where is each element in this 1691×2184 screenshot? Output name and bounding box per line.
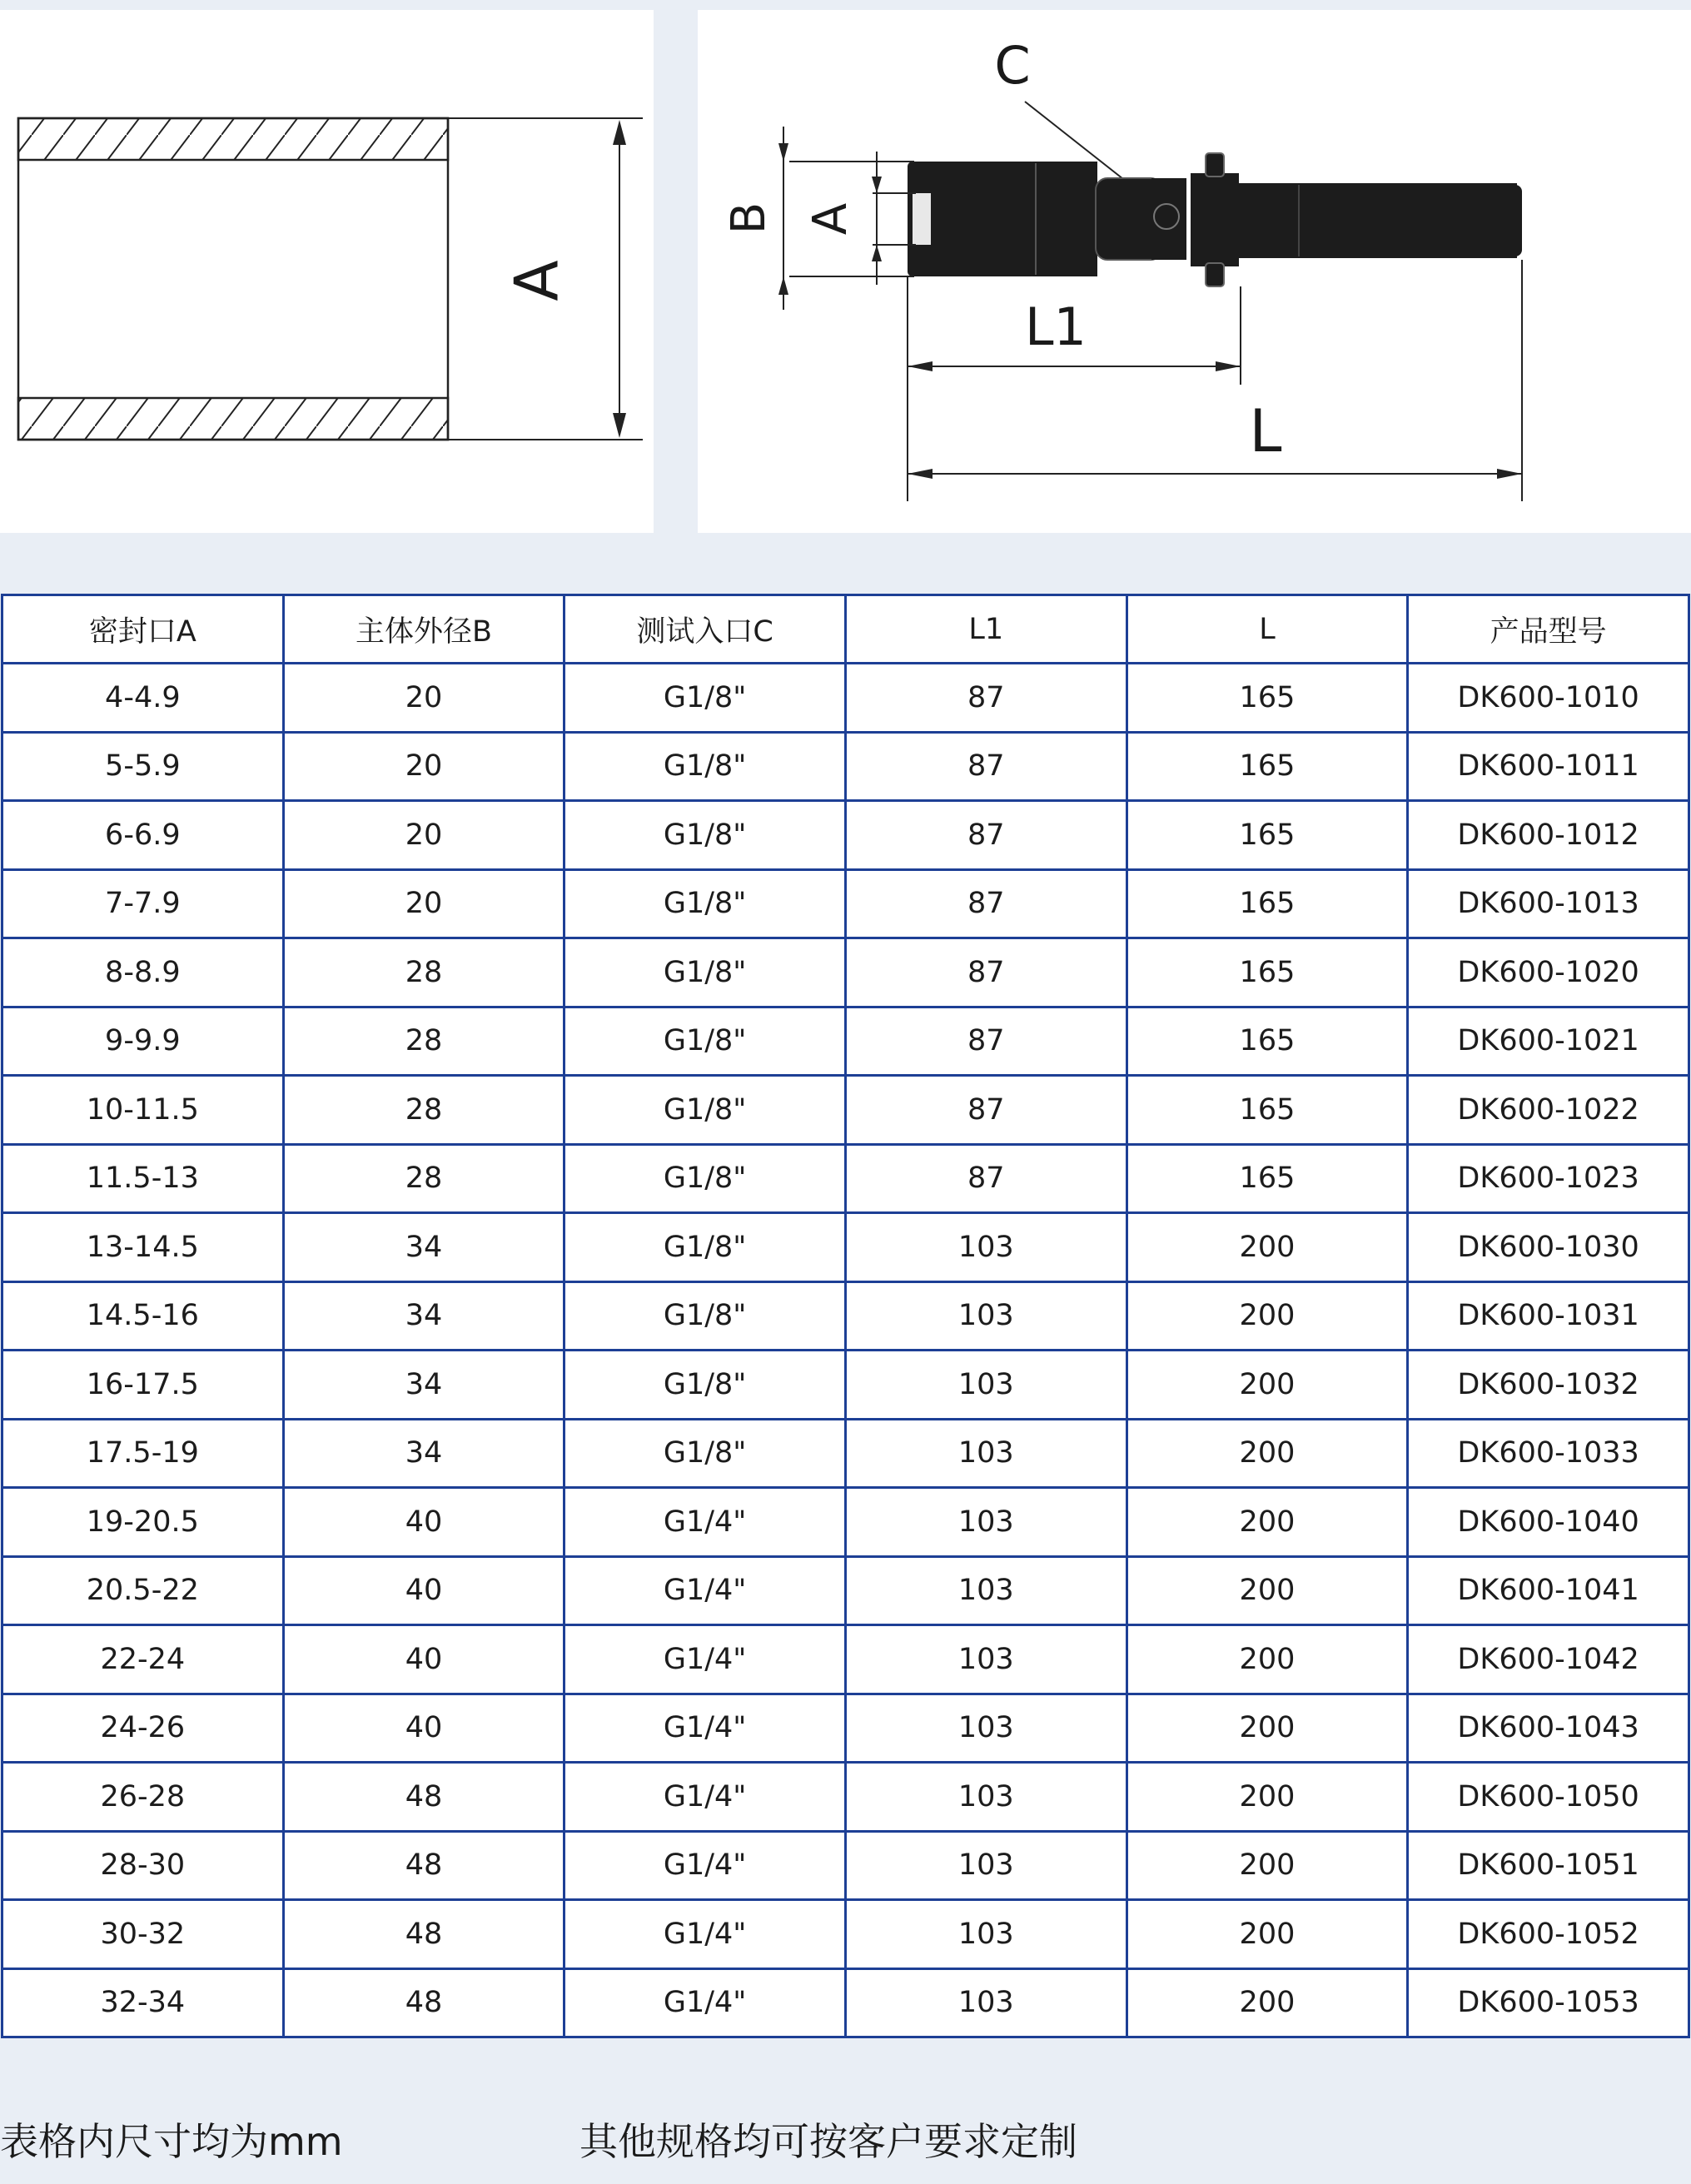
cell-model: DK600-1022 [1408, 1076, 1689, 1145]
table-row [2, 1007, 1689, 1076]
cell-l: 165 [1127, 732, 1408, 801]
cell-test-c: G1/4" [564, 1556, 846, 1625]
cell-test-c: G1/8" [564, 938, 846, 1007]
tube-section-diagram [0, 10, 654, 533]
test-port-c [1154, 204, 1179, 229]
arrow-l-left-icon [908, 469, 933, 479]
arrow-b-top-icon [778, 143, 788, 162]
cell-test-c: G1/4" [564, 1968, 846, 2037]
table-row [2, 1144, 1689, 1213]
cell-l: 200 [1127, 1213, 1408, 1282]
cell-body-b: 20 [283, 869, 564, 938]
cell-l1: 103 [845, 1694, 1127, 1763]
footer-custom-note: 其他规格均可按客户要求定制 [579, 2119, 1077, 2164]
table-row [2, 1213, 1689, 1282]
cell-l1: 87 [845, 664, 1127, 733]
cell-l: 200 [1127, 1488, 1408, 1557]
table-row [2, 1763, 1689, 1832]
cell-seal-a: 30-32 [2, 1900, 284, 1969]
cell-l: 200 [1127, 1900, 1408, 1969]
cell-test-c: G1/8" [564, 869, 846, 938]
tool-drawing-panel [698, 10, 1691, 533]
cell-l1: 87 [845, 1144, 1127, 1213]
cell-body-b: 40 [283, 1625, 564, 1694]
cell-seal-a: 4-4.9 [2, 664, 284, 733]
cell-body-b: 28 [283, 1144, 564, 1213]
tube-outline [18, 118, 448, 440]
cell-model: DK600-1051 [1408, 1831, 1689, 1900]
table-row [2, 1625, 1689, 1694]
dimension-label-l1: L1 [1025, 296, 1087, 357]
table-row [2, 732, 1689, 801]
cell-model: DK600-1043 [1408, 1694, 1689, 1763]
cell-test-c: G1/4" [564, 1763, 846, 1832]
table-row [2, 1488, 1689, 1557]
lever-pivot [1191, 173, 1239, 266]
cell-body-b: 40 [283, 1694, 564, 1763]
cell-l: 165 [1127, 938, 1408, 1007]
cell-model: DK600-1032 [1408, 1351, 1689, 1420]
footer-unit-note: 表格内尺寸均为mm [0, 2119, 343, 2164]
arrow-down-icon [613, 413, 626, 438]
cell-test-c: G1/8" [564, 732, 846, 801]
cross-section-drawing-panel [0, 10, 654, 533]
cell-body-b: 40 [283, 1556, 564, 1625]
cell-model: DK600-1040 [1408, 1488, 1689, 1557]
cell-model: DK600-1021 [1408, 1007, 1689, 1076]
table-row [2, 1076, 1689, 1145]
cell-model: DK600-1050 [1408, 1763, 1689, 1832]
cell-test-c: G1/8" [564, 801, 846, 870]
cell-model: DK600-1020 [1408, 938, 1689, 1007]
cell-test-c: G1/8" [564, 1076, 846, 1145]
cell-seal-a: 28-30 [2, 1831, 284, 1900]
cell-body-b: 20 [283, 801, 564, 870]
cell-test-c: G1/8" [564, 1213, 846, 1282]
cell-l: 200 [1127, 1351, 1408, 1420]
cell-model: DK600-1052 [1408, 1900, 1689, 1969]
cell-l: 200 [1127, 1556, 1408, 1625]
cell-body-b: 48 [283, 1763, 564, 1832]
cell-body-b: 20 [283, 732, 564, 801]
cell-l1: 103 [845, 1556, 1127, 1625]
header-model: 产品型号 [1408, 595, 1689, 664]
cell-l: 200 [1127, 1625, 1408, 1694]
cell-seal-a: 22-24 [2, 1625, 284, 1694]
cell-test-c: G1/4" [564, 1488, 846, 1557]
cell-model: DK600-1041 [1408, 1556, 1689, 1625]
cell-model: DK600-1010 [1408, 664, 1689, 733]
cell-seal-a: 10-11.5 [2, 1076, 284, 1145]
tool-body [1032, 162, 1097, 276]
table-row [2, 1556, 1689, 1625]
arrow-l1-right-icon [1216, 361, 1241, 371]
cell-test-c: G1/8" [564, 664, 846, 733]
cell-l1: 103 [845, 1213, 1127, 1282]
header-l: L [1127, 595, 1408, 664]
table-row [2, 938, 1689, 1007]
cell-seal-a: 6-6.9 [2, 801, 284, 870]
cell-test-c: G1/8" [564, 1007, 846, 1076]
cell-l1: 103 [845, 1625, 1127, 1694]
table-body [2, 664, 1689, 2037]
cell-l1: 87 [845, 1007, 1127, 1076]
cell-model: DK600-1012 [1408, 801, 1689, 870]
tool-seal-face [913, 193, 931, 245]
cell-l: 165 [1127, 1144, 1408, 1213]
cell-l1: 103 [845, 1419, 1127, 1488]
table-header-row [2, 595, 1689, 664]
cell-l1: 103 [845, 1351, 1127, 1420]
cell-body-b: 28 [283, 938, 564, 1007]
cell-l1: 87 [845, 1076, 1127, 1145]
cell-seal-a: 13-14.5 [2, 1213, 284, 1282]
arrow-a-top-icon [872, 177, 882, 193]
cell-seal-a: 32-34 [2, 1968, 284, 2037]
cell-body-b: 28 [283, 1076, 564, 1145]
cell-test-c: G1/8" [564, 1419, 846, 1488]
cell-seal-a: 26-28 [2, 1763, 284, 1832]
cell-test-c: G1/4" [564, 1694, 846, 1763]
cell-model: DK600-1030 [1408, 1213, 1689, 1282]
spec-table [1, 594, 1690, 2038]
cell-l: 165 [1127, 801, 1408, 870]
dimension-label-a-right: A [803, 202, 858, 236]
cell-test-c: G1/4" [564, 1625, 846, 1694]
cell-seal-a: 17.5-19 [2, 1419, 284, 1488]
cell-model: DK600-1042 [1408, 1625, 1689, 1694]
cell-l1: 87 [845, 938, 1127, 1007]
tube-bottom-wall [18, 398, 448, 440]
cell-l1: 103 [845, 1488, 1127, 1557]
cell-body-b: 34 [283, 1281, 564, 1351]
cell-l: 200 [1127, 1419, 1408, 1488]
cell-seal-a: 9-9.9 [2, 1007, 284, 1076]
label-c: C [994, 35, 1031, 96]
cell-seal-a: 24-26 [2, 1694, 284, 1763]
cell-test-c: G1/8" [564, 1144, 846, 1213]
spec-table-container [0, 594, 1691, 2038]
cell-test-c: G1/8" [564, 1351, 846, 1420]
cell-l: 200 [1127, 1968, 1408, 2037]
table-row [2, 801, 1689, 870]
arrow-b-bottom-icon [778, 276, 788, 295]
cell-body-b: 34 [283, 1213, 564, 1282]
cell-l1: 103 [845, 1281, 1127, 1351]
cell-l: 165 [1127, 869, 1408, 938]
table-row [2, 1968, 1689, 2037]
cell-l1: 87 [845, 801, 1127, 870]
cell-seal-a: 11.5-13 [2, 1144, 284, 1213]
cell-seal-a: 7-7.9 [2, 869, 284, 938]
cell-seal-a: 20.5-22 [2, 1556, 284, 1625]
arrow-up-icon [613, 120, 626, 145]
dimension-label-l: L [1249, 397, 1282, 465]
lever-pin-top [1206, 153, 1224, 177]
cell-test-c: G1/8" [564, 1281, 846, 1351]
cell-body-b: 48 [283, 1968, 564, 2037]
cell-l: 200 [1127, 1694, 1408, 1763]
cell-model: DK600-1011 [1408, 732, 1689, 801]
cell-body-b: 20 [283, 664, 564, 733]
cell-body-b: 28 [283, 1007, 564, 1076]
table-row [2, 869, 1689, 938]
lever-handle [1234, 183, 1517, 258]
cell-model: DK600-1013 [1408, 869, 1689, 938]
cell-l: 165 [1127, 1007, 1408, 1076]
cell-l: 165 [1127, 664, 1408, 733]
cell-body-b: 34 [283, 1351, 564, 1420]
cell-l: 200 [1127, 1831, 1408, 1900]
cell-seal-a: 5-5.9 [2, 732, 284, 801]
cell-l1: 103 [845, 1831, 1127, 1900]
header-seal-a: 密封口A [2, 595, 284, 664]
table-row [2, 1419, 1689, 1488]
cell-model: DK600-1023 [1408, 1144, 1689, 1213]
cell-seal-a: 16-17.5 [2, 1351, 284, 1420]
cell-l: 165 [1127, 1076, 1408, 1145]
cell-seal-a: 14.5-16 [2, 1281, 284, 1351]
header-body-b: 主体外径B [283, 595, 564, 664]
cell-model: DK600-1031 [1408, 1281, 1689, 1351]
table-row [2, 1694, 1689, 1763]
table-row [2, 1900, 1689, 1969]
cell-l1: 103 [845, 1900, 1127, 1969]
table-row [2, 1281, 1689, 1351]
dimension-label-b: B [722, 201, 777, 235]
cell-seal-a: 8-8.9 [2, 938, 284, 1007]
cell-test-c: G1/4" [564, 1831, 846, 1900]
lever-pin-bottom [1206, 263, 1224, 286]
tool-side-view-diagram [698, 10, 1691, 533]
header-l1: L1 [845, 595, 1127, 664]
cell-body-b: 40 [283, 1488, 564, 1557]
tube-top-wall [18, 118, 448, 160]
arrow-a-bottom-icon [872, 245, 882, 261]
cell-model: DK600-1033 [1408, 1419, 1689, 1488]
cell-model: DK600-1053 [1408, 1968, 1689, 2037]
cell-seal-a: 19-20.5 [2, 1488, 284, 1557]
cell-body-b: 48 [283, 1831, 564, 1900]
cell-body-b: 48 [283, 1900, 564, 1969]
dimension-label-a: A [501, 260, 572, 301]
cell-l1: 87 [845, 732, 1127, 801]
handle-end [1497, 185, 1522, 256]
arrow-l-right-icon [1497, 469, 1522, 479]
cell-body-b: 34 [283, 1419, 564, 1488]
table-row [2, 1831, 1689, 1900]
table-row [2, 664, 1689, 733]
arrow-l1-left-icon [908, 361, 933, 371]
table-row [2, 1351, 1689, 1420]
header-test-c: 测试入口C [564, 595, 846, 664]
cell-l1: 87 [845, 869, 1127, 938]
cell-l1: 103 [845, 1763, 1127, 1832]
cell-test-c: G1/4" [564, 1900, 846, 1969]
cell-l: 200 [1127, 1763, 1408, 1832]
cell-l: 200 [1127, 1281, 1408, 1351]
cell-l1: 103 [845, 1968, 1127, 2037]
